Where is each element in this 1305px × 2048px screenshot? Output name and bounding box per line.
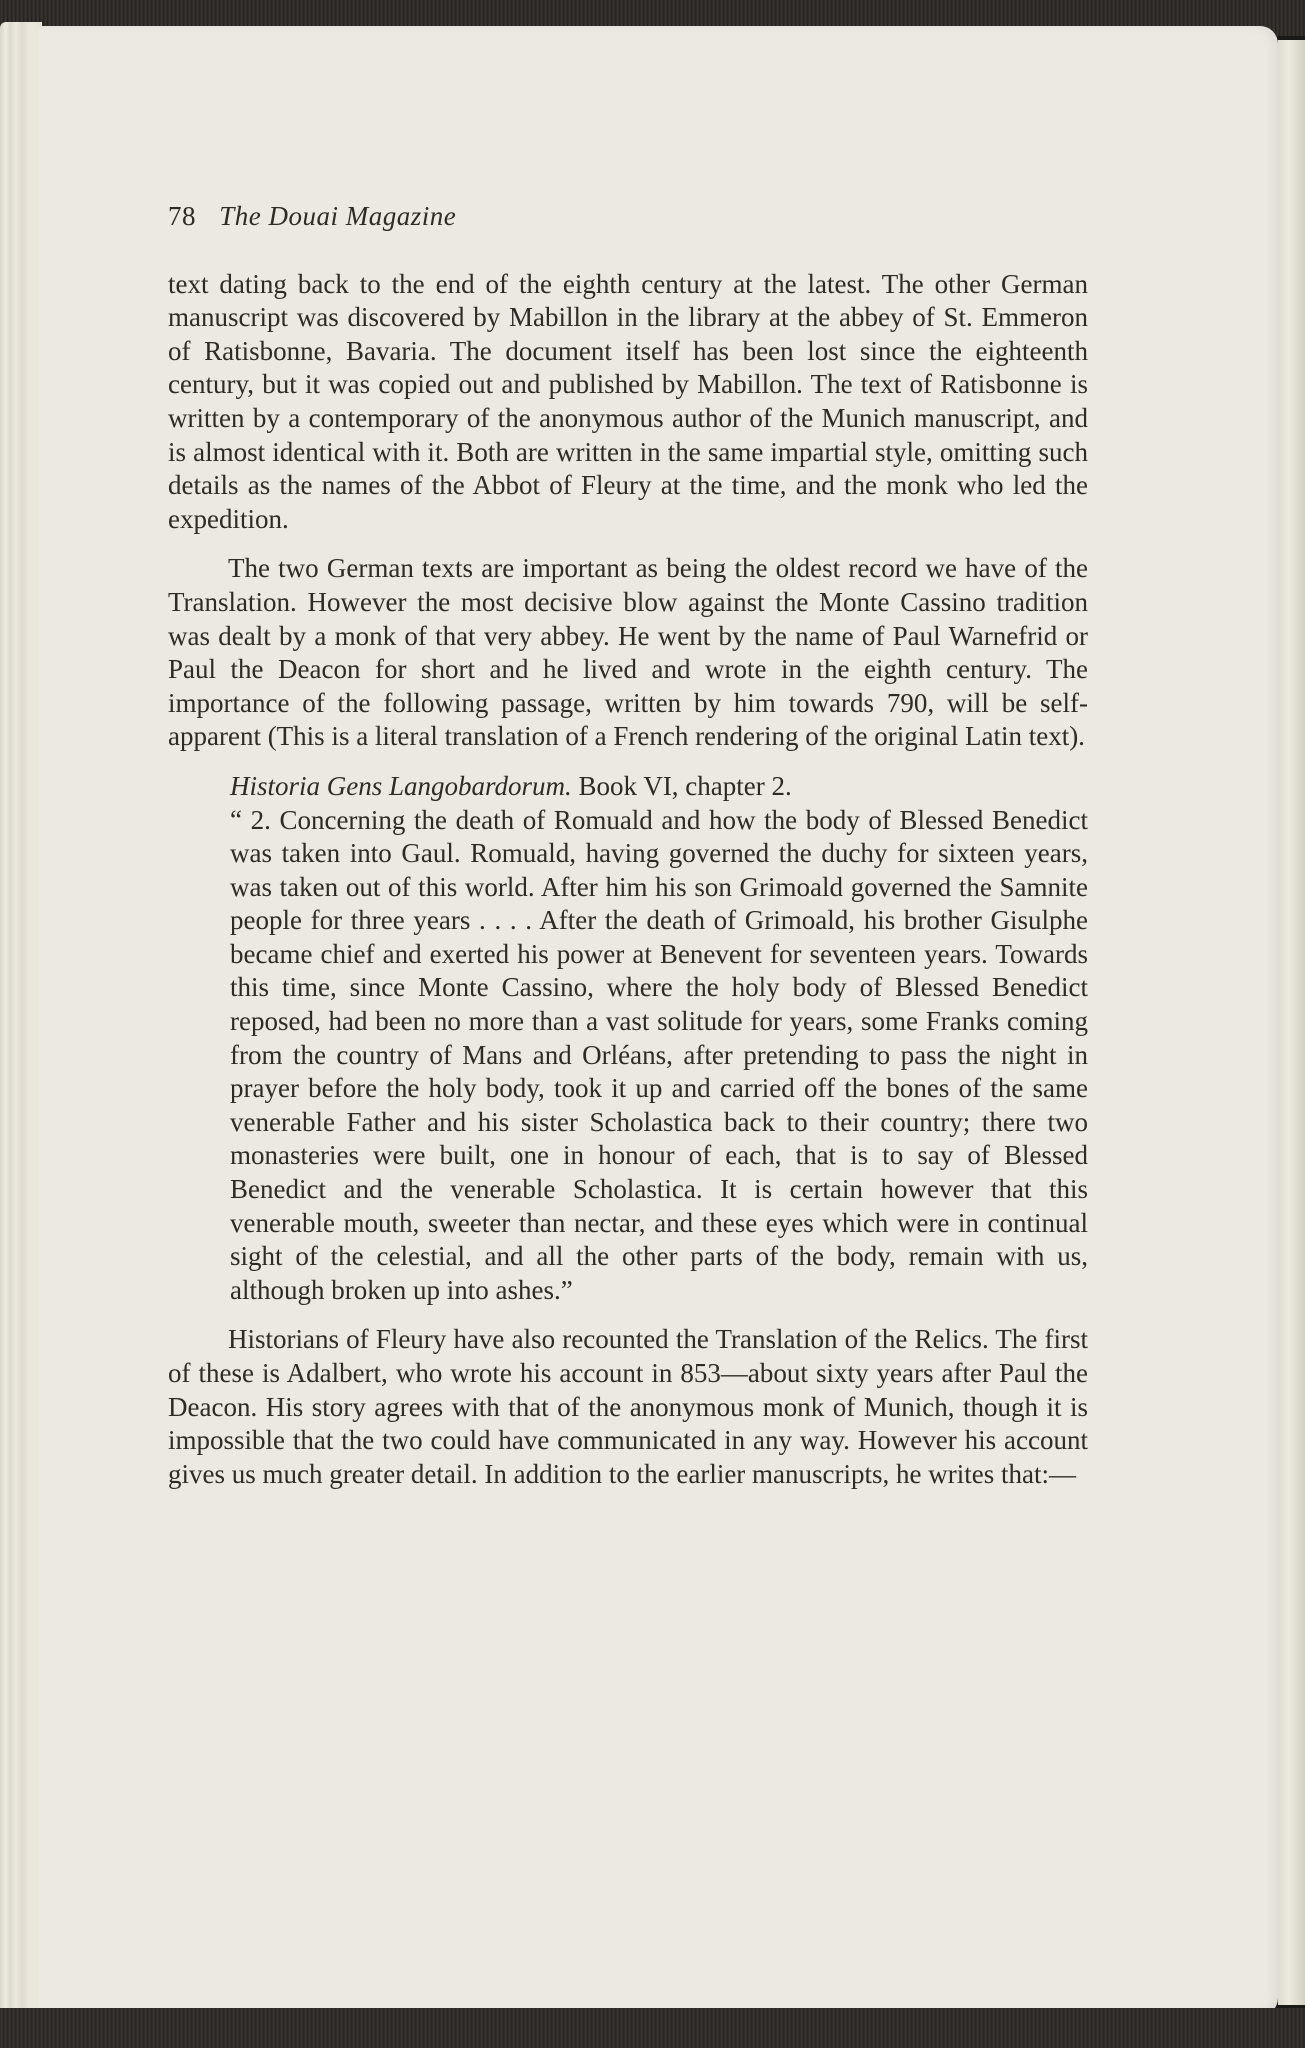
quote-source-ref: Book VI, chapter 2. — [571, 770, 792, 801]
paragraph-gap — [168, 754, 1088, 770]
paragraph-continuation: text dating back to the end of the eighth century at the latest. The other German manuscript was discovered by Mabillon in the library at the abbey of St. Emmeron of Ratisbonne, Bavaria. The document itself has been lost since the eighteenth century, but it was copied out and published by Mabillon. The text of Ratisbonne is written by a contemporary of the anonymous author of the Munich manuscript, and is almost identical with it. Both are written in the same impartial style, omitting such details as the names of the Abbot of Fleury at the time, and the monk who led the expedition. — [168, 268, 1088, 534]
paragraph-paul-the-deacon: The two German texts are important as being the oldest record we have of the Translation. However the most decisive blow against the Monte Cassino tradition was dealt by a monk of that very abbey. He went by the name of Paul Warnefrid or Paul the Deacon for short and he lived and wrote in the eighth century. The importance of the following passage, written by him towards 790, will be self-apparent (This is a literal translation of a French rendering of the original Latin text). — [168, 553, 1088, 752]
facing-page-edge — [1278, 40, 1305, 2005]
book-binding-bottom — [0, 2008, 1305, 2048]
quote-text: “ 2. Concerning the death of Romuald and how the body of Blessed Benedict was taken into Gaul. Romuald, having governed the duchy for sixteen years, was taken out of this world. After him his son Grimoald governed the Samnite people for three years . . . . After the death of Grimoald, his brother Gisulphe became chief and exerted his power at Benevent for seventeen years. Towards this time, since Monte Cassino, where the holy body of Blessed Benedict reposed, had been no more than a vast solitude for years, some Franks coming from the country of Mans and Orléans, after pretending to pass the night in prayer before the holy body, took it up and carried off the bones of the same venerable Father and his sister Scholastica back to their country; there two monasteries were built, one in honour of each, that is to say of Blessed Benedict and the venerable Scholastica. It is certain however that this venerable mouth, sweeter than nectar, and these eyes which were in continual sight of the celestial, and all the other parts of the body, remain with us, although broken up into ashes.” — [230, 804, 1088, 1305]
page-content — [168, 200, 1088, 1491]
paragraph-gap — [168, 1307, 1088, 1323]
paragraph-historians-of-fleury: Historians of Fleury have also recounted the Translation of the Relics. The first of these is Adalbert, who wrote his account in 853—about sixty years after Paul the Deacon. His story agrees with that of the anonymous monk of Munich, though it is impossible that the two could have communicated in any way. However his account gives us much greater detail. In addition to the earlier manuscripts, he writes that:— — [168, 1324, 1088, 1489]
page-number: 78 — [168, 201, 196, 231]
running-head — [168, 200, 1088, 234]
publication-title: The Douai Magazine — [219, 201, 457, 231]
paragraph-gap — [168, 536, 1088, 552]
block-quote — [230, 770, 1088, 1308]
quote-source — [230, 770, 1088, 804]
page-stack-edge — [0, 22, 42, 2020]
quote-source-title: Historia Gens Langobardorum. — [230, 770, 572, 801]
